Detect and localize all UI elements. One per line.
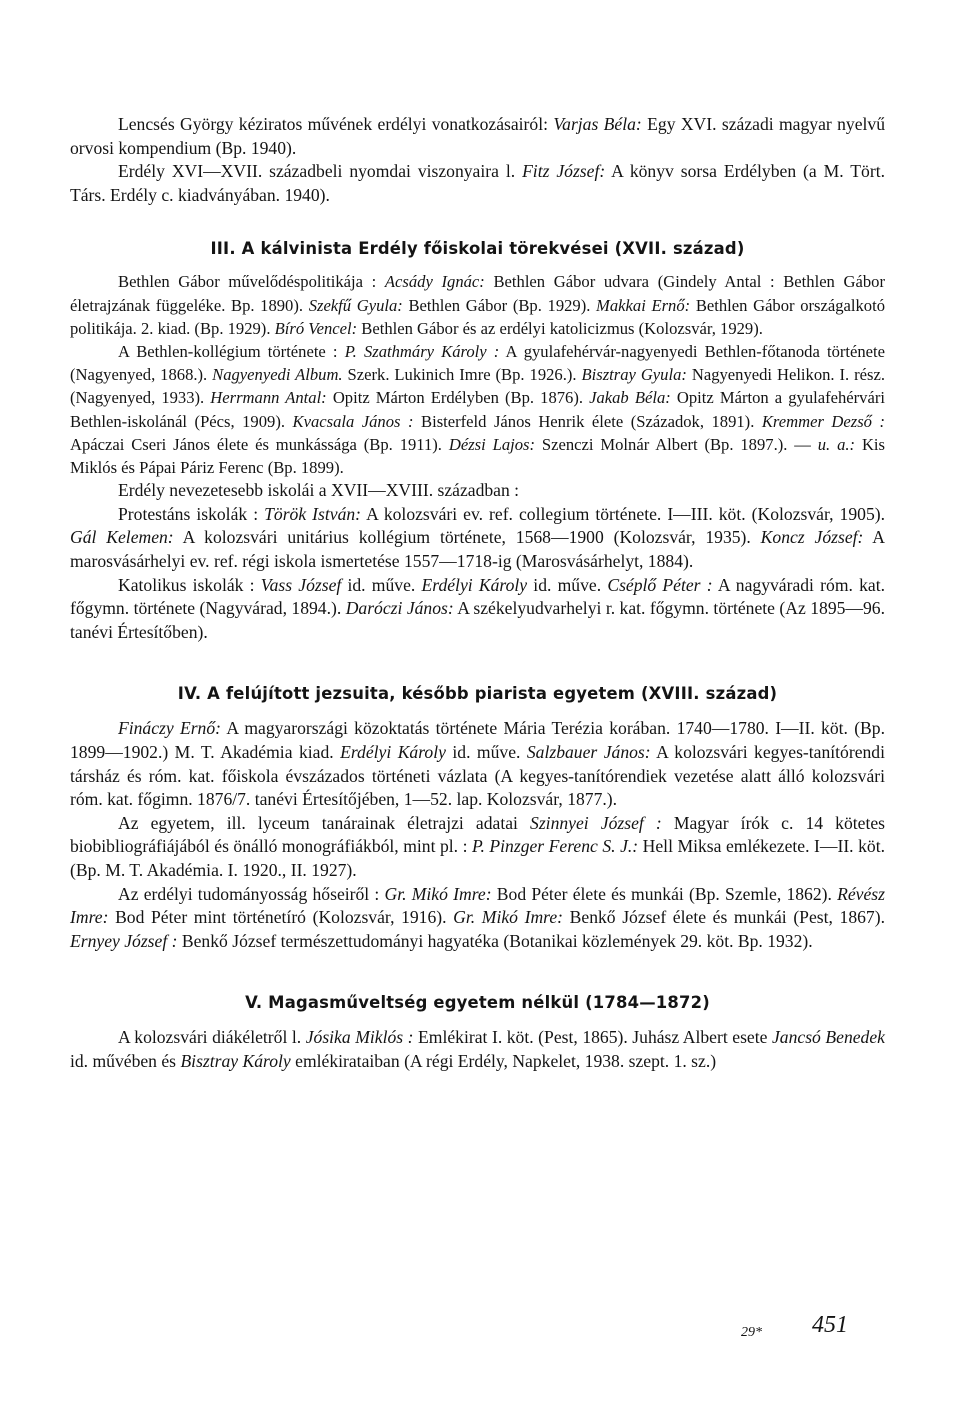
section-paragraph: Fináczy Ernő: A magyarországi közoktatás története Mária Terézia korában. 1740—1780. I—II. köt. (Bp. 1899—1902.) M. T. Akadémia kiad. Erdélyi Károly id. műve. Salzbauer János: A kolozsvári kegyes-tanítórendi társház és róm. kat. főiskola évszázados történeti vázlata (A kegyes-tanítórendiek vezetése alatt álló kolozsvári róm. kat. főgimn. 1876/7. tanévi Értesítőjében, 1—52. lap. Kolozsvár, 1877.). <box>70 718 885 810</box>
section-paragraph: Az egyetem, ill. lyceum tanárainak életrajzi adatai Szinnyei József : Magyar írók c. 14 kötetes biobibliográfiájából és önálló monográfiákból, mint pl. : P. Pinzger Ferenc S. J.: Hell Miksa emlékezete. I—II. köt. (Bp. M. T. Akadémia. I. 1920., II. 1927). <box>70 812 885 880</box>
intro-paragraph: Lencsés György kéziratos művének erdélyi vonatkozásairól: Varjas Béla: Egy XVI. századi magyar nyelvű orvosi kompendium (Bp. 1940). <box>70 114 885 158</box>
page-body <box>70 113 885 1073</box>
section-heading-iv: IV. A felújított jezsuita, később piarista egyetem (XVIII. század) <box>177 684 778 704</box>
page-number: 451 <box>812 1312 848 1338</box>
section-heading-iii: III. A kálvinista Erdély főiskolai törekvései (XVII. század) <box>210 239 745 259</box>
section-paragraph: A kolozsvári diákéletről l. Jósika Miklós : Emlékirat I. köt. (Pest, 1865). Juhász Albert esete Jancsó Benedek id. művében és Bisztray Károly emlékirataiban (A régi Erdély, Napkelet, 1938. szept. 1. sz.) <box>70 1027 885 1071</box>
signature-mark: 29* <box>741 1325 762 1340</box>
section-paragraph: A Bethlen-kollégium története : P. Szathmáry Károly : A gyulafehérvár-nagyenyedi Bethlen-főtanoda története (Nagyenyed, 1868.). Nagyenyedi Album. Szerk. Lukinich Imre (Bp. 1926.). Bisztray Gyula: Nagyenyedi Helikon. I. rész. (Nagyenyed, 1933). Herrmann Antal: Opitz Márton Erdélyben (Bp. 1876). Jakab Béla: Opitz Márton a gyulafehérvári Bethlen-iskolánál (Pécs, 1909). Kvacsala János : Bisterfeld János Henrik élete (Századok, 1891). Kremmer Dezső : Apáczai Cseri János élete és munkássága (Bp. 1911). Dézsi Lajos: Szenczi Molnár Albert (Bp. 1897.). — u. a.: Kis Miklós és Pápai Páriz Ferenc (Bp. 1899). <box>70 341 886 477</box>
section-paragraph: Erdély nevezetesebb iskolái a XVII—XVIII. században : <box>118 480 520 501</box>
section-iii-body <box>70 270 885 644</box>
section-paragraph: Bethlen Gábor művelődéspolitikája : Acsády Ignác: Bethlen Gábor udvara (Gindely Antal : Bethlen Gábor életrajzának függeléke. Bp. 1890). Szekfű Gyula: Bethlen Gábor (Bp. 1929). Makkai Ernő: Bethlen Gábor országalkotó politikája. 2. kiad. (Bp. 1929). Bíró Vencel: Bethlen Gábor és az erdélyi katolicizmus (Kolozsvár, 1929). <box>70 272 885 338</box>
section-heading-v: V. Magasműveltség egyetem nélkül (1784—1872) <box>245 993 710 1013</box>
section-paragraph: Protestáns iskolák : Török István: A kolozsvári ev. ref. collegium története. I—III. köt. (Kolozsvár, 1905). Gál Kelemen: A kolozsvári unitárius kollégium története, 1568—1900 (Kolozsvár, 1935). Koncz József: A marosvásárhelyi ev. ref. régi iskola ismertetése 1557—1718-ig (Marosvásárhelyt, 1884). <box>70 503 885 571</box>
section-paragraph: Az erdélyi tudományosság hőseiről : Gr. Mikó Imre: Bod Péter élete és munkái (Bp. Szemle, 1862). Révész Imre: Bod Péter mint történetíró (Kolozsvár, 1916). Gr. Mikó Imre: Benkő József élete és munkái (Pest, 1867). Ernyey József : Benkő József természettudományi hagyatéka (Botanikai közlemények 29. köt. Bp. 1932). <box>70 883 885 951</box>
section-paragraph: Katolikus iskolák : Vass József id. műve. Erdélyi Károly id. műve. Cséplő Péter : A nagyváradi róm. kat. főgymn. története (Nagyvárad, 1894.). Daróczi János: A székelyudvarhelyi r. kat. főgymn. története (Az 1895—96. tanévi Értesítőben). <box>70 574 886 642</box>
intro-paragraph: Erdély XVI—XVII. századbeli nyomdai viszonyaira l. Fitz József: A könyv sorsa Erdélyben (a M. Tört. Társ. Erdély c. kiadványában. 1940). <box>70 161 885 205</box>
